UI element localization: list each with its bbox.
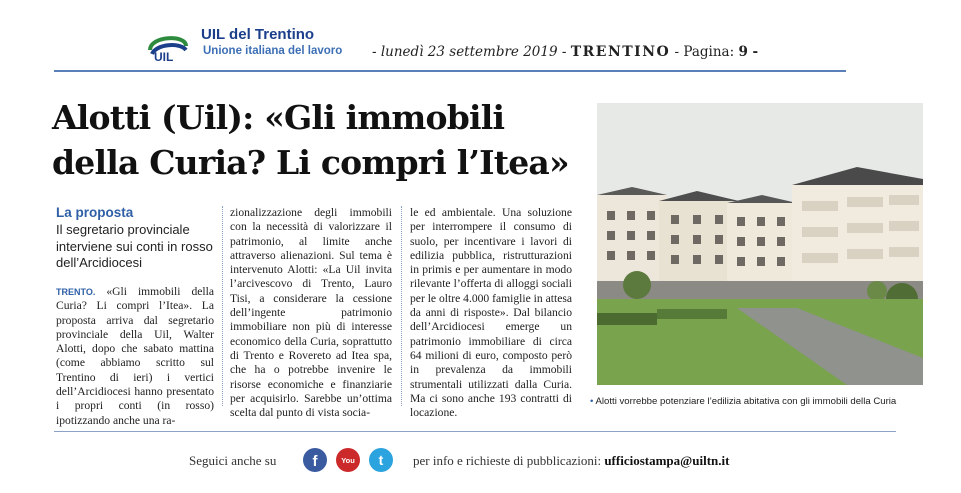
caption-bullet: • (590, 396, 594, 407)
newspaper-name: TRENTINO (570, 44, 671, 60)
kicker: La proposta (56, 205, 134, 220)
article-column-2: zionalizzazione degli immobili con la necessità di valorizzare il patrimonio, al limite anche attraverso alienazioni. Sul tema è intervenuto Alotti: «La Uil invita l’arcivescovo di Trento, Lauro Tisi, a considerare la cessione dell’ingente patrimonio immobiliare non più di interesse economico della Curia, soprattutto di Trento e Rovereto ad Itea spa, che ha o potrebbe invenire le risorse economiche e finanziarie per acquisirlo. Sarebbe un’ottima scelta dal punto di vista socia- (230, 206, 392, 420)
page-number: 9 - (738, 44, 759, 60)
brand-name: UIL del Trentino (201, 26, 315, 43)
housing-building-illustration (597, 103, 923, 385)
facebook-glyph (303, 448, 327, 472)
photo-caption (590, 396, 935, 407)
contact-label: per info e richieste di pubblicazioni: (413, 453, 602, 468)
footer-rule (54, 431, 896, 432)
uil-logo (146, 30, 190, 64)
column-divider (222, 206, 223, 406)
article-column-1 (56, 285, 214, 428)
lead-summary: Il segretario provinciale interviene sui conti in rosso dell’Arcidiocesi (56, 222, 213, 270)
article-column-3: le ed ambientale. Una soluzione per interrompere il consumo di suolo, per incentivare i lavori di edilizia pubblica, ristrutturazioni in primis e per aumentare in modo rilevante l’offerta di alloggi sociali per le oltre 4.000 famiglie in attesa da anni di risposte». Dal bilancio dell’Arcidiocesi emerge un patrimonio immobiliare di circa 64 milioni di euro, composto però in prevalenza da immobili strumentali utilizzati dalla Curia. Ma ci sono anche 193 contratti di locazione. (410, 206, 572, 420)
contact-info (413, 453, 729, 469)
contact-email-link[interactable]: ufficiostampa@uiltn.it (604, 453, 730, 468)
header-rule (54, 70, 846, 72)
youtube-glyph (336, 448, 360, 472)
publication-info (372, 44, 758, 60)
svg-text:You: You (341, 456, 355, 465)
svg-text:t: t (378, 452, 384, 468)
article-photo (597, 103, 923, 385)
facebook-icon[interactable] (303, 448, 327, 472)
brand-subtitle: Unione italiana del lavoro (203, 45, 343, 57)
headline (52, 95, 592, 185)
column-divider (401, 206, 402, 406)
publication-date: - lunedì 23 settembre 2019 - (372, 44, 567, 60)
follow-label: Seguici anche su (189, 453, 277, 468)
page-label: - Pagina: (674, 44, 735, 60)
logo-text: UIL (154, 50, 174, 64)
headline-line-1: Alotti (Uil): «Gli immobili (52, 98, 505, 137)
svg-text:f: f (312, 453, 318, 470)
youtube-icon[interactable] (336, 448, 360, 472)
column-1-text: «Gli immobili della Curia? Li compri l’Itea». La proposta arriva dal segretario provinciale della Uil, Walter Alotti, dopo che sabato mattina (come abbiamo scritto sul Trentino di ieri) i vertici dell’Arcidiocesi hanno presentato i propri conti (in rosso) ipotizzando anche una ra- (56, 285, 214, 427)
twitter-glyph (369, 448, 393, 472)
headline-line-2: della Curia? Li compri l’Itea» (52, 143, 569, 182)
dateline: TRENTO. (56, 287, 96, 297)
twitter-icon[interactable] (369, 448, 393, 472)
caption-text: Alotti vorrebbe potenziare l’edilizia abitativa con gli immobili della Curia (595, 396, 897, 407)
